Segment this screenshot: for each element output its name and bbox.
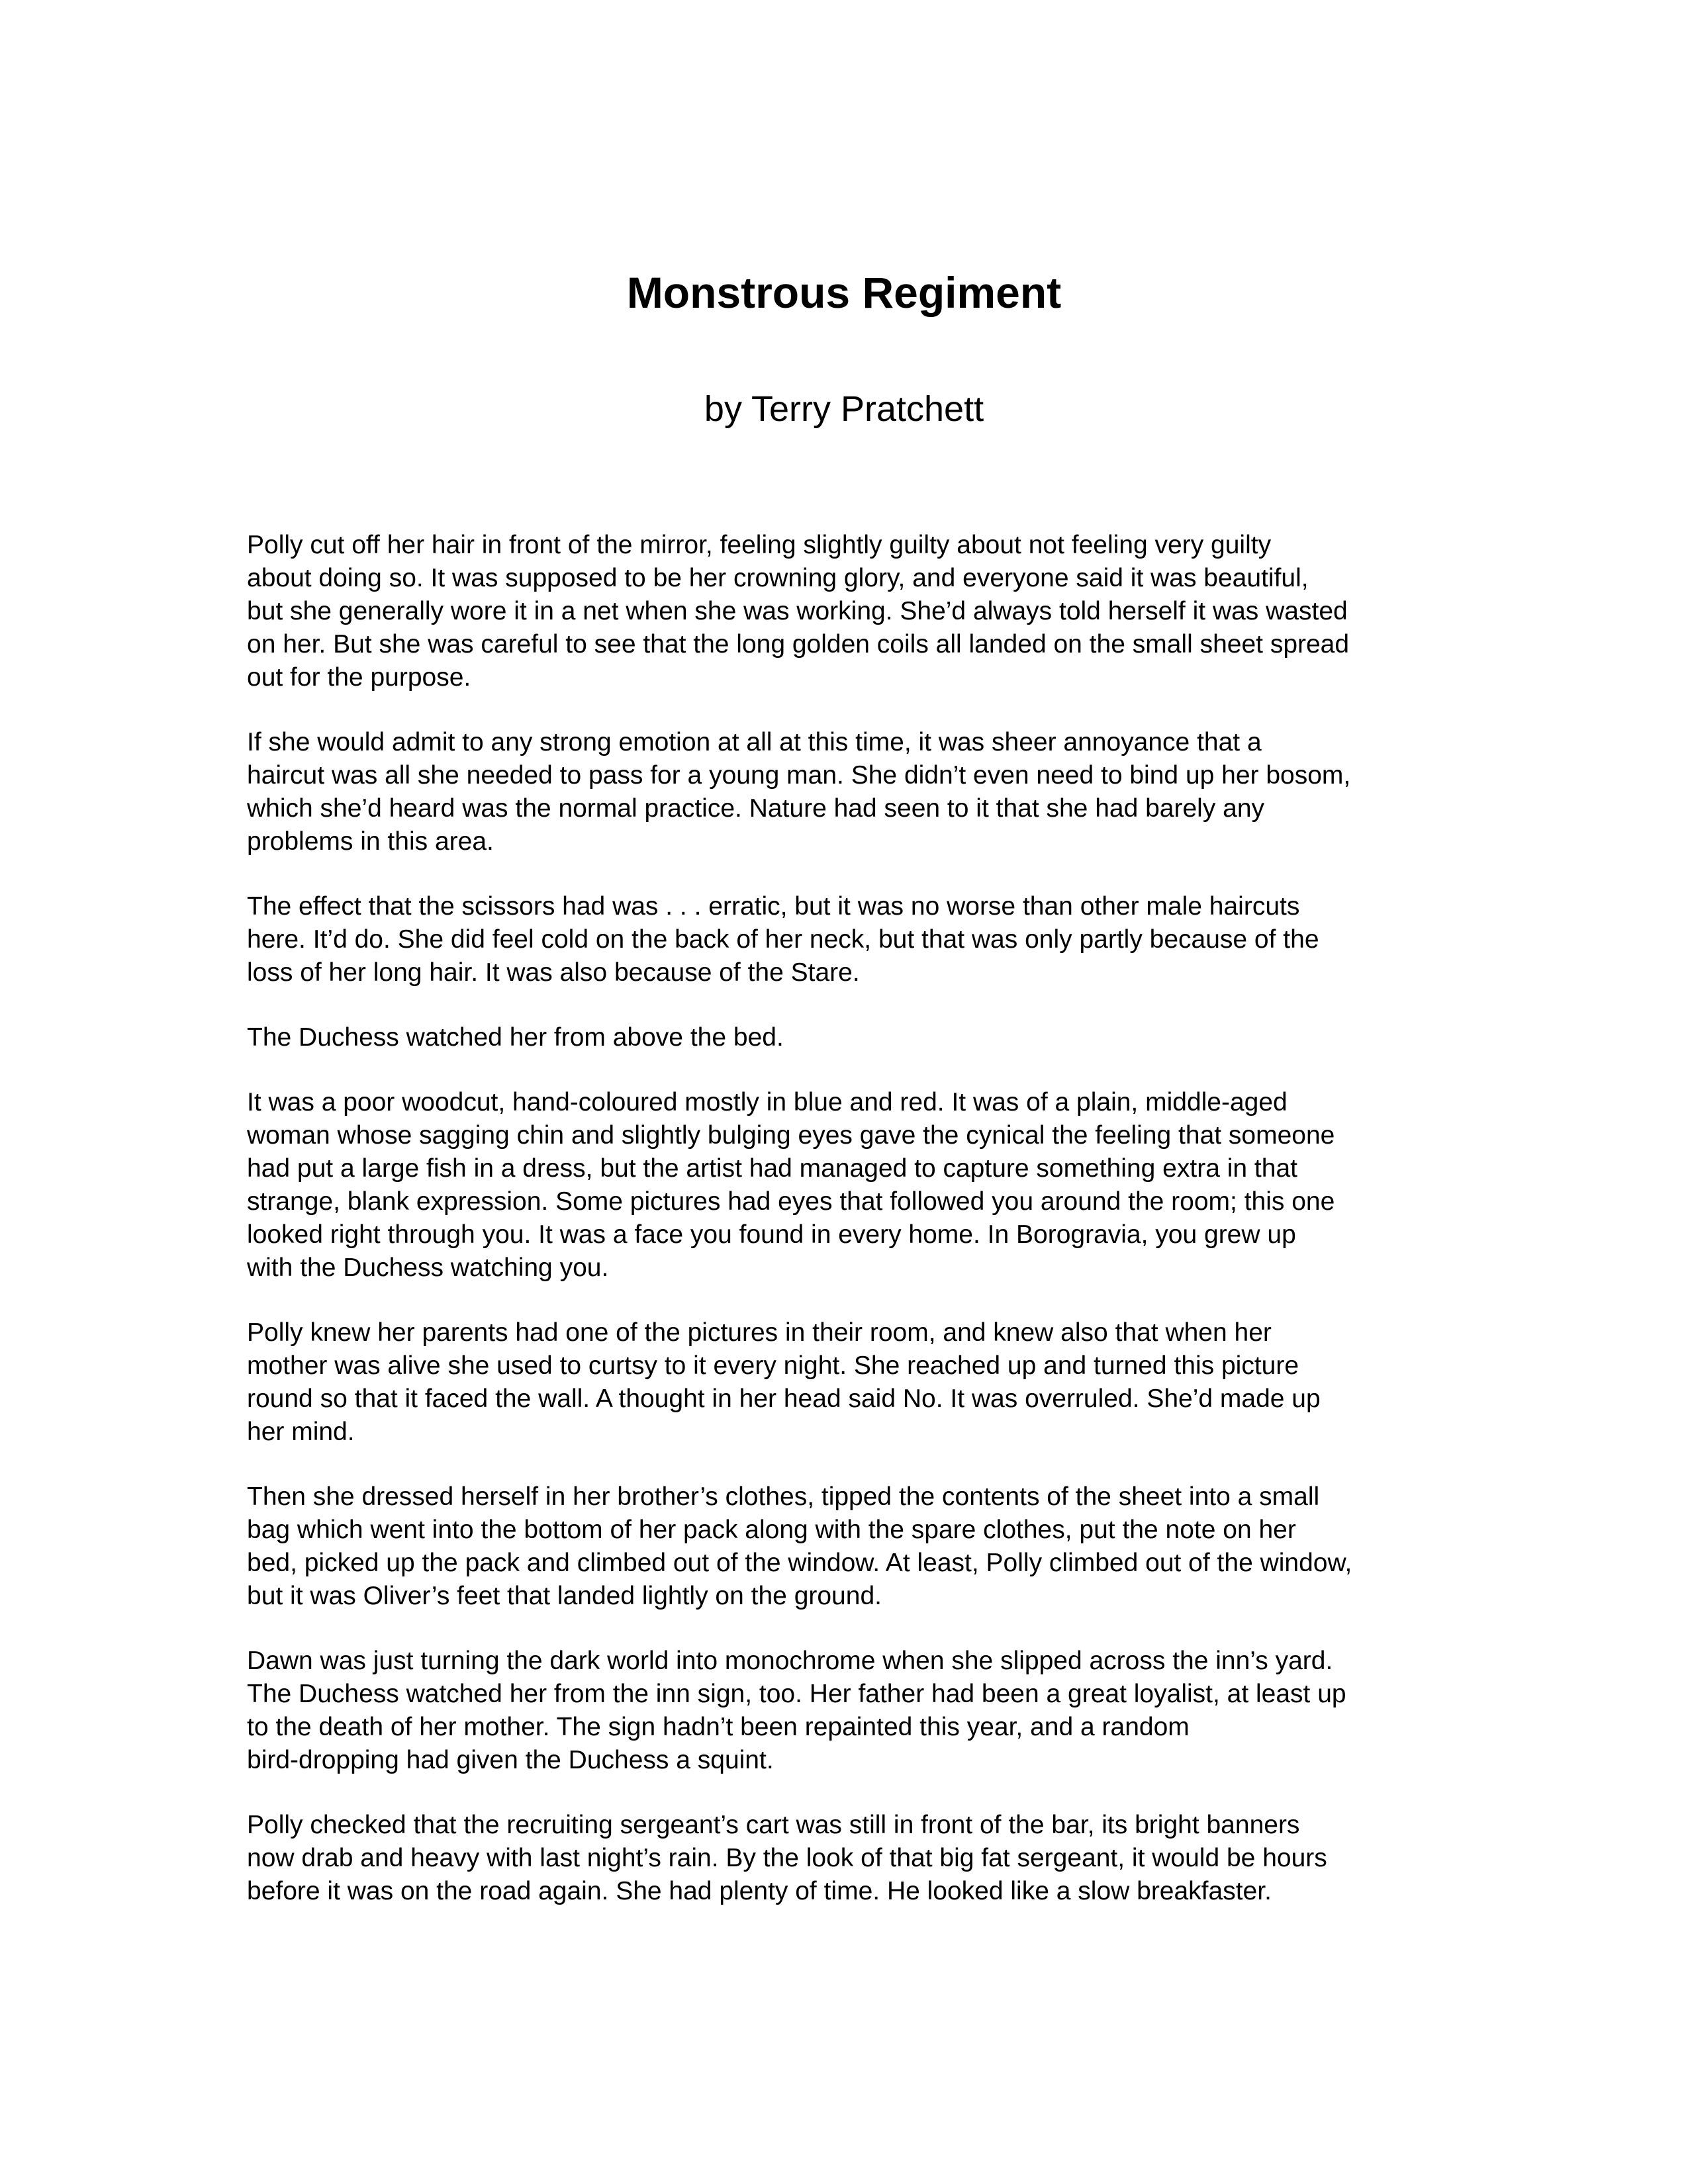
paragraph: [247, 1086, 1452, 1285]
text-line: Polly cut off her hair in front of the mirror, feeling slightly guilty about not feeling very guilty: [247, 531, 1272, 559]
text-line: on her. But she was careful to see that the long golden coils all landed on the small sheet spread: [247, 630, 1350, 659]
text-line: The Duchess watched her from the inn sign, too. Her father had been a great loyalist, at least up: [247, 1680, 1346, 1708]
body-text: [247, 529, 1452, 1940]
text-line: problems in this area.: [247, 827, 494, 856]
text-line: round so that it faced the wall. A thought in her head said No. It was overruled. She’d made up: [247, 1385, 1321, 1413]
text-line: If she would admit to any strong emotion at all at this time, it was sheer annoyance that a: [247, 728, 1262, 756]
paragraph: [247, 1316, 1452, 1449]
paragraph: [247, 1809, 1452, 1908]
text-line: Polly checked that the recruiting sergeant’s cart was still in front of the bar, its bright banners: [247, 1811, 1300, 1839]
document-title: Monstrous Regiment: [626, 268, 1062, 317]
text-line: out for the purpose.: [247, 663, 471, 692]
text-line: The Duchess watched her from above the bed.: [247, 1023, 784, 1052]
text-line: haircut was all she needed to pass for a young man. She didn’t even need to bind up her bosom,: [247, 761, 1351, 790]
text-line: It was a poor woodcut, hand-coloured mostly in blue and red. It was of a plain, middle-aged: [247, 1088, 1288, 1116]
text-line: before it was on the road again. She had plenty of time. He looked like a slow breakfaster.: [247, 1877, 1272, 1905]
text-line: Dawn was just turning the dark world into monochrome when she slipped across the inn’s yard.: [247, 1647, 1333, 1675]
text-line: loss of her long hair. It was also because of the Stare.: [247, 958, 860, 987]
text-line: but it was Oliver’s feet that landed lightly on the ground.: [247, 1582, 882, 1610]
paragraph: [247, 1645, 1452, 1777]
text-line: bag which went into the bottom of her pack along with the spare clothes, put the note on her: [247, 1516, 1296, 1544]
paragraph: [247, 726, 1452, 858]
text-line: bed, picked up the pack and climbed out of the window. At least, Polly climbed out of the window,: [247, 1549, 1352, 1577]
text-line: Then she dressed herself in her brother’s clothes, tipped the contents of the sheet into a small: [247, 1482, 1320, 1511]
text-line: which she’d heard was the normal practice. Nature had seen to it that she had barely any: [247, 794, 1265, 823]
text-line: now drab and heavy with last night’s rain. By the look of that big fat sergeant, it would be hours: [247, 1844, 1327, 1872]
text-line: about doing so. It was supposed to be her crowning glory, and everyone said it was beautiful,: [247, 564, 1309, 592]
text-line: her mind.: [247, 1418, 355, 1446]
paragraph: [247, 890, 1452, 989]
paragraph: [247, 529, 1452, 694]
text-line: mother was alive she used to curtsy to it every night. She reached up and turned this picture: [247, 1351, 1299, 1380]
paragraph: [247, 1021, 1452, 1054]
text-line: strange, blank expression. Some pictures had eyes that followed you around the room; this one: [247, 1187, 1335, 1216]
text-line: The effect that the scissors had was . . . erratic, but it was no worse than other male haircuts: [247, 892, 1300, 921]
text-line: here. It’d do. She did feel cold on the back of her neck, but that was only partly because of the: [247, 925, 1319, 954]
author-byline: by Terry Pratchett: [704, 389, 984, 429]
text-line: bird-dropping had given the Duchess a squint.: [247, 1746, 774, 1774]
text-line: with the Duchess watching you.: [247, 1253, 609, 1282]
text-line: Polly knew her parents had one of the pictures in their room, and knew also that when her: [247, 1318, 1272, 1347]
text-line: to the death of her mother. The sign hadn’t been repainted this year, and a random: [247, 1713, 1190, 1741]
text-line: looked right through you. It was a face you found in every home. In Borogravia, you grew up: [247, 1220, 1296, 1249]
text-line: had put a large fish in a dress, but the artist had managed to capture something extra in that: [247, 1154, 1297, 1183]
text-line: woman whose sagging chin and slightly bulging eyes gave the cynical the feeling that someone: [247, 1121, 1335, 1150]
text-line: but she generally wore it in a net when she was working. She’d always told herself it was wasted: [247, 597, 1348, 625]
paragraph: [247, 1480, 1452, 1613]
